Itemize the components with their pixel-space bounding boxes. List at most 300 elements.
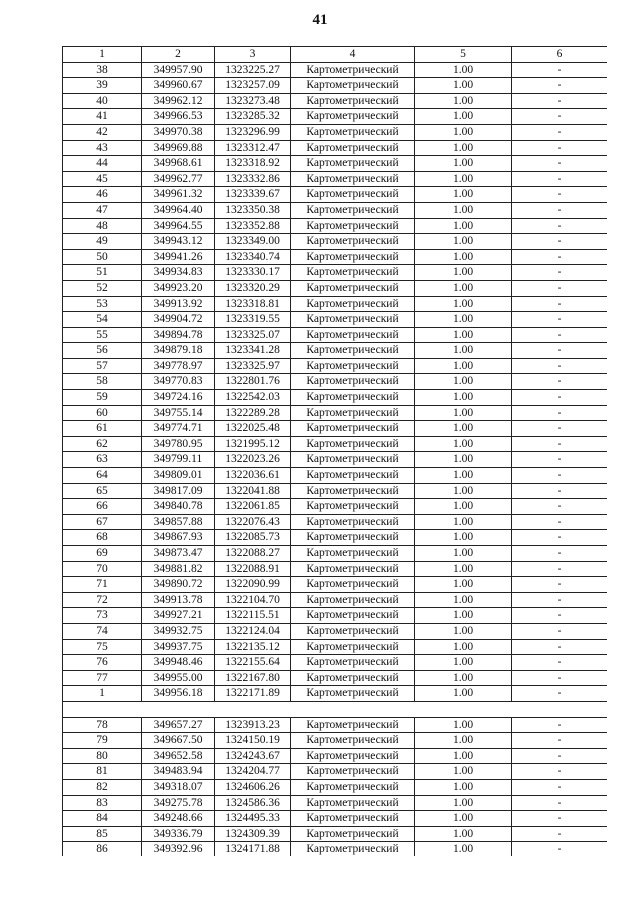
table-row — [63, 639, 608, 655]
table-cell: - — [512, 202, 608, 218]
table-cell: 1324204.77 — [215, 764, 291, 780]
column-header: 2 — [142, 47, 215, 63]
table-cell: - — [512, 655, 608, 671]
table-cell: 1322076.43 — [215, 514, 291, 530]
table-cell: Картометрический — [291, 374, 415, 390]
table-cell: 1324150.19 — [215, 733, 291, 749]
table-cell: 1324171.88 — [215, 842, 291, 856]
table-row — [63, 78, 608, 94]
table-cell: - — [512, 234, 608, 250]
table-cell: 1323273.48 — [215, 93, 291, 109]
table-cell: 82 — [63, 779, 142, 795]
table-cell: 1322023.26 — [215, 452, 291, 468]
table-cell: Картометрический — [291, 686, 415, 702]
table-row — [63, 452, 608, 468]
table-cell: - — [512, 546, 608, 562]
table-cell: Картометрический — [291, 764, 415, 780]
table-cell: 1.00 — [415, 670, 512, 686]
table-cell: 1.00 — [415, 280, 512, 296]
table-cell: 349774.71 — [142, 421, 215, 437]
table-cell: Картометрический — [291, 577, 415, 593]
table-cell: 349392.96 — [142, 842, 215, 856]
table-cell: Картометрический — [291, 390, 415, 406]
table-body-group-1 — [63, 62, 608, 701]
table-cell: 349778.97 — [142, 358, 215, 374]
table-cell: 73 — [63, 608, 142, 624]
table-cell: - — [512, 218, 608, 234]
table-row — [63, 826, 608, 842]
table-cell: - — [512, 779, 608, 795]
table-cell: 1323312.47 — [215, 140, 291, 156]
table-cell: Картометрический — [291, 296, 415, 312]
table-cell: 1.00 — [415, 795, 512, 811]
table-cell: 349770.83 — [142, 374, 215, 390]
table-cell: Картометрический — [291, 327, 415, 343]
table-cell: 53 — [63, 296, 142, 312]
table-cell: Картометрический — [291, 140, 415, 156]
table-cell: - — [512, 608, 608, 624]
table-cell: 1323339.67 — [215, 187, 291, 203]
table-cell: 50 — [63, 249, 142, 265]
table-cell: 1.00 — [415, 452, 512, 468]
table-cell: 1323325.97 — [215, 358, 291, 374]
table-row — [63, 265, 608, 281]
table-cell: 66 — [63, 499, 142, 515]
table-cell: 1324586.36 — [215, 795, 291, 811]
table-cell: 349948.46 — [142, 655, 215, 671]
table-cell: 1.00 — [415, 390, 512, 406]
table-cell: - — [512, 530, 608, 546]
table-cell: 349955.00 — [142, 670, 215, 686]
table-cell: 349881.82 — [142, 561, 215, 577]
table-cell: Картометрический — [291, 639, 415, 655]
table-cell: Картометрический — [291, 62, 415, 78]
table-cell: 1.00 — [415, 124, 512, 140]
table-cell: Картометрический — [291, 811, 415, 827]
table-cell: - — [512, 140, 608, 156]
table-cell: 81 — [63, 764, 142, 780]
table-cell: Картометрический — [291, 452, 415, 468]
table-cell: 65 — [63, 483, 142, 499]
column-header: 4 — [291, 47, 415, 63]
table-cell: - — [512, 343, 608, 359]
table-row — [63, 483, 608, 499]
table-cell: 1322061.85 — [215, 499, 291, 515]
table-cell: 77 — [63, 670, 142, 686]
table-cell: 349960.67 — [142, 78, 215, 94]
table-cell: 349318.07 — [142, 779, 215, 795]
table-cell: Картометрический — [291, 156, 415, 172]
table-row — [63, 312, 608, 328]
table-cell: 349913.78 — [142, 592, 215, 608]
table-cell: 1 — [63, 686, 142, 702]
table-cell: 1322088.91 — [215, 561, 291, 577]
table-row — [63, 655, 608, 671]
table-cell: 1322155.64 — [215, 655, 291, 671]
table-cell: 1323319.55 — [215, 312, 291, 328]
table-cell: 349962.12 — [142, 93, 215, 109]
table-cell: 349957.90 — [142, 62, 215, 78]
table-cell: 80 — [63, 748, 142, 764]
table-row — [63, 608, 608, 624]
table-cell: 1.00 — [415, 546, 512, 562]
table-cell: - — [512, 436, 608, 452]
table-cell: Картометрический — [291, 202, 415, 218]
table-cell: 63 — [63, 452, 142, 468]
table-separator — [63, 701, 608, 717]
table-cell: Картометрический — [291, 234, 415, 250]
table-row — [63, 623, 608, 639]
table-cell: 349970.38 — [142, 124, 215, 140]
table-row — [63, 218, 608, 234]
table-cell: Картометрический — [291, 93, 415, 109]
table-cell: 1.00 — [415, 312, 512, 328]
table-cell: Картометрический — [291, 280, 415, 296]
table-cell: 349667.50 — [142, 733, 215, 749]
table-cell: 1.00 — [415, 218, 512, 234]
table-cell: 349652.58 — [142, 748, 215, 764]
table-cell: Картометрический — [291, 358, 415, 374]
table-cell: Картометрический — [291, 436, 415, 452]
table-cell: 1.00 — [415, 156, 512, 172]
table-cell: 1.00 — [415, 62, 512, 78]
table-cell: 1322036.61 — [215, 468, 291, 484]
table-cell: 349956.18 — [142, 686, 215, 702]
table-row — [63, 795, 608, 811]
table-cell: 1324606.26 — [215, 779, 291, 795]
table-cell: 349799.11 — [142, 452, 215, 468]
table-cell: 349941.26 — [142, 249, 215, 265]
table-cell: 1.00 — [415, 483, 512, 499]
table-cell: 1322115.51 — [215, 608, 291, 624]
table-cell: Картометрический — [291, 717, 415, 733]
table-cell: Картометрический — [291, 468, 415, 484]
table-cell: 349927.21 — [142, 608, 215, 624]
table-cell: - — [512, 327, 608, 343]
table-cell: Картометрический — [291, 187, 415, 203]
table-cell: 1.00 — [415, 811, 512, 827]
table-cell: 49 — [63, 234, 142, 250]
table-cell: 1323913.23 — [215, 717, 291, 733]
table-cell: 64 — [63, 468, 142, 484]
table-cell: 349890.72 — [142, 577, 215, 593]
table-cell: 1323352.88 — [215, 218, 291, 234]
column-header: 1 — [63, 47, 142, 63]
table-cell: 349809.01 — [142, 468, 215, 484]
table-cell: - — [512, 93, 608, 109]
table-cell: 1.00 — [415, 405, 512, 421]
table-row — [63, 842, 608, 856]
table-row — [63, 358, 608, 374]
table-cell: Картометрический — [291, 826, 415, 842]
table-cell: 1.00 — [415, 421, 512, 437]
table-cell: 1324309.39 — [215, 826, 291, 842]
table-cell: 1322542.03 — [215, 390, 291, 406]
table-cell: - — [512, 577, 608, 593]
table-cell: 1.00 — [415, 577, 512, 593]
table-cell: Картометрический — [291, 779, 415, 795]
table-cell: 1.00 — [415, 499, 512, 515]
table-cell: 1324495.33 — [215, 811, 291, 827]
table-cell: 1323318.92 — [215, 156, 291, 172]
table-cell: 1.00 — [415, 748, 512, 764]
table-cell: - — [512, 78, 608, 94]
table-cell: - — [512, 842, 608, 856]
table-cell: 1.00 — [415, 296, 512, 312]
table-cell: Картометрический — [291, 623, 415, 639]
table-cell: 85 — [63, 826, 142, 842]
table-cell: 1323350.38 — [215, 202, 291, 218]
table-cell: - — [512, 312, 608, 328]
table-cell: - — [512, 124, 608, 140]
table-cell: 1.00 — [415, 171, 512, 187]
table-cell: 38 — [63, 62, 142, 78]
table-cell: - — [512, 623, 608, 639]
table-cell: 76 — [63, 655, 142, 671]
table-cell: Картометрический — [291, 670, 415, 686]
table-cell: 349923.20 — [142, 280, 215, 296]
table-cell: 349657.27 — [142, 717, 215, 733]
coordinates-table — [62, 46, 607, 856]
table-cell: Картометрический — [291, 608, 415, 624]
table-cell: 70 — [63, 561, 142, 577]
table-cell: 83 — [63, 795, 142, 811]
table-cell: Картометрический — [291, 795, 415, 811]
table-cell: 349913.92 — [142, 296, 215, 312]
column-header: 3 — [215, 47, 291, 63]
table-cell: Картометрический — [291, 514, 415, 530]
table-cell: 74 — [63, 623, 142, 639]
table-cell: - — [512, 405, 608, 421]
table-cell: 1.00 — [415, 187, 512, 203]
table-cell: 79 — [63, 733, 142, 749]
table-cell: 52 — [63, 280, 142, 296]
table-cell: - — [512, 499, 608, 515]
table-cell: Картометрический — [291, 483, 415, 499]
table-cell: Картометрический — [291, 499, 415, 515]
table-cell: 51 — [63, 265, 142, 281]
table-cell: Картометрический — [291, 124, 415, 140]
table-cell: Картометрический — [291, 546, 415, 562]
table-cell: 349840.78 — [142, 499, 215, 515]
table-row — [63, 140, 608, 156]
table-row — [63, 405, 608, 421]
table-cell: 1322025.48 — [215, 421, 291, 437]
table-row — [63, 93, 608, 109]
table-cell: 1.00 — [415, 265, 512, 281]
table-row — [63, 171, 608, 187]
table-cell: 1324243.67 — [215, 748, 291, 764]
table-cell: 86 — [63, 842, 142, 856]
table-cell: 349780.95 — [142, 436, 215, 452]
table-cell: 1322088.27 — [215, 546, 291, 562]
table-cell: Картометрический — [291, 109, 415, 125]
table-row — [63, 764, 608, 780]
table-row — [63, 327, 608, 343]
table-cell: 1.00 — [415, 327, 512, 343]
table-cell: 1322090.99 — [215, 577, 291, 593]
table-cell: 349964.55 — [142, 218, 215, 234]
table-cell: 61 — [63, 421, 142, 437]
table-cell: - — [512, 670, 608, 686]
table-cell: - — [512, 249, 608, 265]
table-cell: - — [512, 156, 608, 172]
table-cell: - — [512, 296, 608, 312]
table-cell: 68 — [63, 530, 142, 546]
table-cell: 47 — [63, 202, 142, 218]
table-cell: - — [512, 639, 608, 655]
table-cell: 1.00 — [415, 655, 512, 671]
table-row — [63, 670, 608, 686]
table-cell: 62 — [63, 436, 142, 452]
table-cell: 1323341.28 — [215, 343, 291, 359]
table-cell: 1.00 — [415, 717, 512, 733]
table-row — [63, 296, 608, 312]
table-cell: 54 — [63, 312, 142, 328]
table-cell: 67 — [63, 514, 142, 530]
table-cell: 1.00 — [415, 623, 512, 639]
table-cell: 1.00 — [415, 842, 512, 856]
table-row — [63, 577, 608, 593]
table-cell: - — [512, 187, 608, 203]
table-cell: - — [512, 748, 608, 764]
table-cell: 1322171.89 — [215, 686, 291, 702]
table-cell: - — [512, 592, 608, 608]
table-cell: 349934.83 — [142, 265, 215, 281]
table-cell: - — [512, 686, 608, 702]
table-cell: 1.00 — [415, 561, 512, 577]
table-cell: 1.00 — [415, 686, 512, 702]
table-cell: 1.00 — [415, 468, 512, 484]
table-cell: 72 — [63, 592, 142, 608]
table-cell: 42 — [63, 124, 142, 140]
table-cell: Картометрический — [291, 592, 415, 608]
table-cell: 349943.12 — [142, 234, 215, 250]
table-cell: 1.00 — [415, 779, 512, 795]
table-cell: Картометрический — [291, 171, 415, 187]
table-cell: - — [512, 280, 608, 296]
table-cell: 1.00 — [415, 514, 512, 530]
table-cell: 349873.47 — [142, 546, 215, 562]
table-row — [63, 280, 608, 296]
table-row — [63, 561, 608, 577]
page-number: 41 — [312, 12, 328, 28]
table-cell: 1.00 — [415, 592, 512, 608]
table-cell: 349937.75 — [142, 639, 215, 655]
table-cell: 1.00 — [415, 249, 512, 265]
table-cell: 1323340.74 — [215, 249, 291, 265]
table-cell: 349932.75 — [142, 623, 215, 639]
table-cell: 349724.16 — [142, 390, 215, 406]
table-cell: - — [512, 171, 608, 187]
table-cell: - — [512, 514, 608, 530]
table-cell: 1322135.12 — [215, 639, 291, 655]
table-row — [63, 514, 608, 530]
table-cell: - — [512, 483, 608, 499]
table-row — [63, 390, 608, 406]
table-cell: 1322085.73 — [215, 530, 291, 546]
table-row — [63, 156, 608, 172]
table-cell: 59 — [63, 390, 142, 406]
table-cell: Картометрический — [291, 218, 415, 234]
table-cell: Картометрический — [291, 78, 415, 94]
table-cell: Картометрический — [291, 405, 415, 421]
table-cell: 349894.78 — [142, 327, 215, 343]
table-cell: 349755.14 — [142, 405, 215, 421]
table-cell: 1.00 — [415, 826, 512, 842]
table-cell: 349857.88 — [142, 514, 215, 530]
table-cell: 349483.94 — [142, 764, 215, 780]
table-cell: 349275.78 — [142, 795, 215, 811]
table-row — [63, 374, 608, 390]
table-row — [63, 436, 608, 452]
table-row — [63, 686, 608, 702]
table-cell: 1.00 — [415, 358, 512, 374]
table-cell: 1.00 — [415, 343, 512, 359]
table-cell: Картометрический — [291, 561, 415, 577]
table-cell: - — [512, 811, 608, 827]
table-cell: 44 — [63, 156, 142, 172]
table-cell: 1.00 — [415, 78, 512, 94]
table-cell: 1.00 — [415, 93, 512, 109]
table-cell: - — [512, 561, 608, 577]
table-cell: 1.00 — [415, 530, 512, 546]
table-cell: - — [512, 62, 608, 78]
table-cell: - — [512, 374, 608, 390]
table-cell: 48 — [63, 218, 142, 234]
table-header-row — [63, 47, 608, 63]
table-cell: 1323325.07 — [215, 327, 291, 343]
table-cell: 1323332.86 — [215, 171, 291, 187]
table-cell: 78 — [63, 717, 142, 733]
table-cell: 1323320.29 — [215, 280, 291, 296]
table-cell: - — [512, 468, 608, 484]
table-cell: 55 — [63, 327, 142, 343]
table-row — [63, 187, 608, 203]
table-cell: 46 — [63, 187, 142, 203]
table-cell: - — [512, 717, 608, 733]
table-row — [63, 811, 608, 827]
table-cell: 349961.32 — [142, 187, 215, 203]
table-cell: - — [512, 109, 608, 125]
table-cell: 84 — [63, 811, 142, 827]
table-cell: Картометрический — [291, 733, 415, 749]
table-cell: 69 — [63, 546, 142, 562]
table-cell: 349962.77 — [142, 171, 215, 187]
table-cell: 1.00 — [415, 234, 512, 250]
table-cell: 1.00 — [415, 109, 512, 125]
table-cell: - — [512, 421, 608, 437]
table-cell: 349964.40 — [142, 202, 215, 218]
table-cell: 1323296.99 — [215, 124, 291, 140]
table-cell: Картометрический — [291, 842, 415, 856]
table-cell: Картометрический — [291, 748, 415, 764]
table-row — [63, 748, 608, 764]
table-cell: - — [512, 452, 608, 468]
table-row — [63, 530, 608, 546]
table-cell: 1321995.12 — [215, 436, 291, 452]
table-row — [63, 109, 608, 125]
table-cell: 1.00 — [415, 374, 512, 390]
table-cell: 1.00 — [415, 608, 512, 624]
table-cell: Картометрический — [291, 265, 415, 281]
table-cell: 1323257.09 — [215, 78, 291, 94]
table-cell: 60 — [63, 405, 142, 421]
table-cell: 39 — [63, 78, 142, 94]
table-row — [63, 421, 608, 437]
table-row — [63, 124, 608, 140]
table-cell: 75 — [63, 639, 142, 655]
